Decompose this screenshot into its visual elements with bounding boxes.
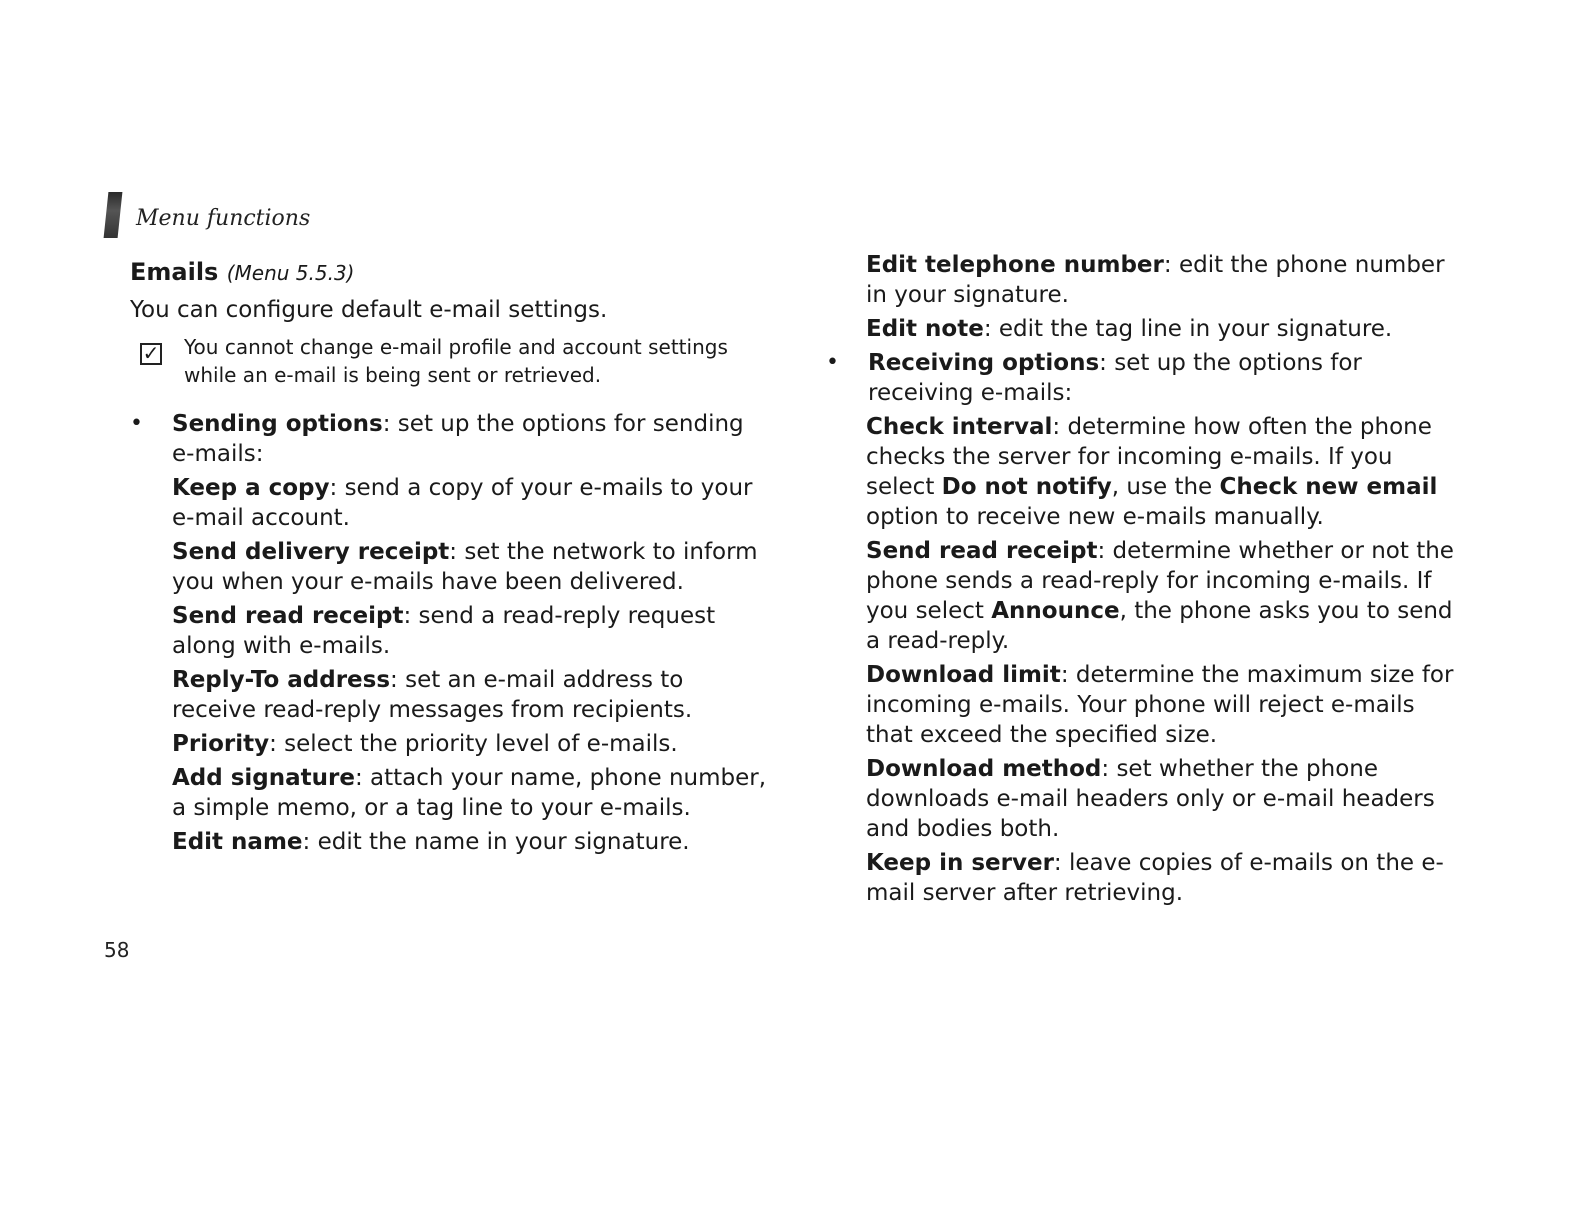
option-priority bbox=[172, 729, 770, 759]
note-text: You cannot change e-mail profile and account settings while an e-mail is being sent or retrieved. bbox=[184, 335, 728, 387]
option-add-signature bbox=[172, 763, 770, 823]
sending-options-item bbox=[130, 409, 770, 469]
sending-options-term: Sending options bbox=[172, 411, 383, 437]
checkmark-note-icon: ✓ bbox=[140, 343, 162, 365]
option-desc: option to receive new e-mails manually. bbox=[866, 504, 1324, 530]
option-term: Check interval bbox=[866, 414, 1053, 440]
option-desc: : set an e-mail address to receive read-reply messages from recipients. bbox=[172, 667, 693, 723]
option-term: Keep in server bbox=[866, 850, 1054, 876]
sending-options-list bbox=[130, 473, 770, 857]
option-desc: : set the network to inform you when your e-mails have been delivered. bbox=[172, 539, 758, 595]
option-term: Add signature bbox=[172, 765, 355, 791]
option-desc: : edit the phone number in your signature. bbox=[866, 252, 1445, 308]
option-edit-telephone-number bbox=[866, 250, 1466, 310]
option-desc: : attach your name, phone number, a simple memo, or a tag line to your e-mails. bbox=[172, 765, 767, 821]
option-desc: : determine whether or not the phone sends a read-reply for incoming e-mails. If you select bbox=[866, 538, 1454, 624]
option-reply-to-address bbox=[172, 665, 770, 725]
option-desc: , use the bbox=[1111, 474, 1220, 500]
receiving-options-item bbox=[826, 348, 1466, 408]
option-term: Reply-To address bbox=[172, 667, 391, 693]
option-send-delivery-receipt bbox=[172, 537, 770, 597]
option-desc: : send a read-reply request along with e-mails. bbox=[172, 603, 716, 659]
receiving-options-desc: : set up the options for receiving e-mails: bbox=[868, 350, 1362, 406]
option-desc: : determine how often the phone checks the server for incoming e-mails. If you select bbox=[866, 414, 1432, 500]
option-desc: : edit the name in your signature. bbox=[302, 829, 690, 855]
option-value-check-new-email: Check new email bbox=[1219, 474, 1438, 500]
option-desc: : leave copies of e-mails on the e-mail server after retrieving. bbox=[866, 850, 1444, 906]
option-check-interval bbox=[866, 412, 1466, 532]
option-keep-in-server bbox=[866, 848, 1466, 908]
receiving-options-list bbox=[826, 412, 1466, 908]
signature-options-list bbox=[826, 250, 1466, 344]
option-edit-note bbox=[866, 314, 1466, 344]
option-term: Priority bbox=[172, 731, 270, 757]
section-intro: You can configure default e-mail settings. bbox=[130, 297, 608, 323]
option-term: Edit telephone number bbox=[866, 252, 1164, 278]
bullet-icon: • bbox=[130, 411, 143, 436]
section-menu-ref: (Menu 5.5.3) bbox=[226, 261, 355, 285]
option-term: Edit note bbox=[866, 316, 984, 342]
right-column bbox=[826, 250, 1466, 912]
option-term: Download limit bbox=[866, 662, 1061, 688]
header-title: Menu functions bbox=[136, 206, 311, 231]
option-term: Send read receipt bbox=[866, 538, 1098, 564]
section-title: Emails bbox=[130, 258, 219, 286]
option-download-method bbox=[866, 754, 1466, 844]
option-desc: : send a copy of your e-mails to your e-mail account. bbox=[172, 475, 753, 531]
option-term: Send read receipt bbox=[172, 603, 404, 629]
option-desc: : select the priority level of e-mails. bbox=[269, 731, 678, 757]
left-column bbox=[130, 250, 770, 861]
option-desc: , the phone asks you to send a read-reply. bbox=[866, 598, 1453, 654]
option-edit-name bbox=[172, 827, 770, 857]
note-block bbox=[130, 333, 770, 389]
option-desc: : determine the maximum size for incoming e-mails. Your phone will reject e-mails that exceed the specified size. bbox=[866, 662, 1454, 748]
option-send-read-receipt bbox=[172, 601, 770, 661]
option-value-do-not-notify: Do not notify bbox=[941, 474, 1112, 500]
section-heading bbox=[130, 250, 770, 295]
option-term: Send delivery receipt bbox=[172, 539, 450, 565]
sending-options-desc: : set up the options for sending e-mails: bbox=[172, 411, 744, 467]
option-download-limit bbox=[866, 660, 1466, 750]
option-desc: : set whether the phone downloads e-mail headers only or e-mail headers and bodies both. bbox=[866, 756, 1435, 842]
option-send-read-receipt-incoming bbox=[866, 536, 1466, 656]
option-desc: : edit the tag line in your signature. bbox=[983, 316, 1393, 342]
header-bar-graphic bbox=[104, 192, 123, 238]
option-keep-a-copy bbox=[172, 473, 770, 533]
bullet-icon: • bbox=[826, 350, 839, 375]
page-number: 58 bbox=[104, 938, 130, 962]
receiving-options-term: Receiving options bbox=[868, 350, 1100, 376]
option-value-announce: Announce bbox=[991, 598, 1120, 624]
option-term: Edit name bbox=[172, 829, 303, 855]
option-term: Keep a copy bbox=[172, 475, 330, 501]
option-term: Download method bbox=[866, 756, 1102, 782]
